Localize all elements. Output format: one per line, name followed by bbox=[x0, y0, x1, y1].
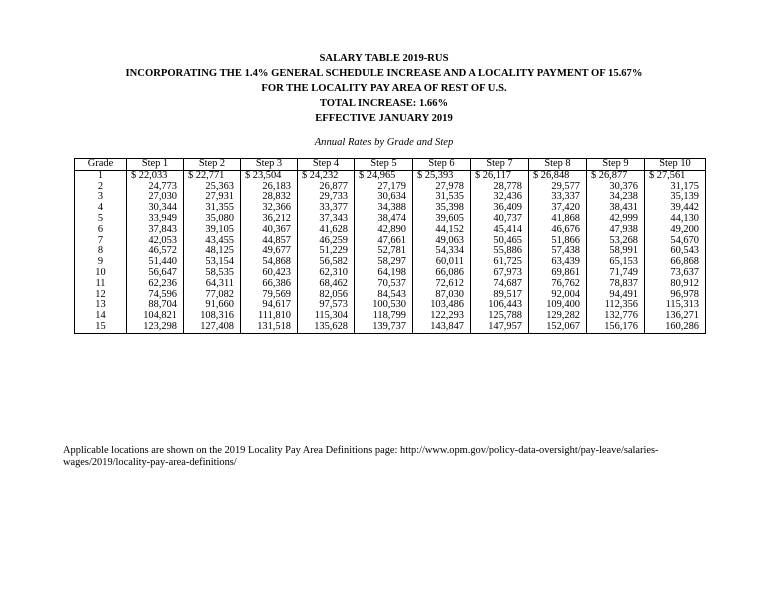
grade-cell: 8 bbox=[75, 246, 127, 257]
salary-cell: 129,282 bbox=[529, 311, 587, 322]
salary-cell: 152,067 bbox=[529, 322, 587, 333]
table-row bbox=[75, 311, 706, 322]
table-row bbox=[75, 322, 706, 333]
salary-cell: 27,030 bbox=[127, 192, 184, 203]
grade-cell: 10 bbox=[75, 268, 127, 279]
salary-cell: 127,408 bbox=[184, 322, 241, 333]
salary-cell: 32,366 bbox=[241, 203, 298, 214]
salary-cell: 87,030 bbox=[413, 290, 471, 301]
salary-table bbox=[74, 158, 706, 334]
salary-cell: 31,175 bbox=[645, 182, 706, 193]
salary-cell: 72,612 bbox=[413, 279, 471, 290]
salary-cell: 47,661 bbox=[355, 236, 413, 247]
salary-cell: 51,866 bbox=[529, 236, 587, 247]
salary-cell: 44,130 bbox=[645, 214, 706, 225]
salary-cell: 92,004 bbox=[529, 290, 587, 301]
salary-cell: 55,886 bbox=[471, 246, 529, 257]
grade-cell: 2 bbox=[75, 182, 127, 193]
salary-cell: 50,465 bbox=[471, 236, 529, 247]
salary-cell: 37,420 bbox=[529, 203, 587, 214]
salary-cell: 74,687 bbox=[471, 279, 529, 290]
salary-cell: 37,843 bbox=[127, 225, 184, 236]
salary-cell: 38,474 bbox=[355, 214, 413, 225]
column-header-step-2: Step 2 bbox=[184, 159, 241, 171]
grade-cell: 7 bbox=[75, 236, 127, 247]
table-row bbox=[75, 225, 706, 236]
salary-cell: 64,198 bbox=[355, 268, 413, 279]
table-row bbox=[75, 257, 706, 268]
salary-cell: 54,868 bbox=[241, 257, 298, 268]
salary-cell: 62,310 bbox=[298, 268, 355, 279]
salary-cell: 108,316 bbox=[184, 311, 241, 322]
table-row bbox=[75, 236, 706, 247]
salary-cell: 56,647 bbox=[127, 268, 184, 279]
table-row bbox=[75, 192, 706, 203]
table-row bbox=[75, 170, 706, 181]
salary-cell: 74,596 bbox=[127, 290, 184, 301]
salary-cell: 33,377 bbox=[298, 203, 355, 214]
salary-cell: 132,776 bbox=[587, 311, 645, 322]
salary-cell: $ 24,965 bbox=[355, 170, 413, 181]
salary-cell: 33,949 bbox=[127, 214, 184, 225]
salary-cell: 35,398 bbox=[413, 203, 471, 214]
salary-cell: 28,778 bbox=[471, 182, 529, 193]
salary-cell: 78,837 bbox=[587, 279, 645, 290]
salary-cell: 48,125 bbox=[184, 246, 241, 257]
salary-cell: 69,861 bbox=[529, 268, 587, 279]
salary-cell: $ 22,033 bbox=[127, 170, 184, 181]
salary-cell: 46,572 bbox=[127, 246, 184, 257]
salary-cell: 37,343 bbox=[298, 214, 355, 225]
salary-cell: 42,890 bbox=[355, 225, 413, 236]
table-row bbox=[75, 203, 706, 214]
table-row bbox=[75, 246, 706, 257]
salary-cell: 68,462 bbox=[298, 279, 355, 290]
salary-cell: 77,082 bbox=[184, 290, 241, 301]
title-line-2: INCORPORATING THE 1.4% GENERAL SCHEDULE INCREASE AND A LOCALITY PAYMENT OF 15.67% bbox=[125, 68, 643, 79]
salary-cell: 139,737 bbox=[355, 322, 413, 333]
salary-cell: 97,573 bbox=[298, 300, 355, 311]
salary-cell: 70,537 bbox=[355, 279, 413, 290]
grade-cell: 6 bbox=[75, 225, 127, 236]
salary-cell: 136,271 bbox=[645, 311, 706, 322]
grade-cell: 9 bbox=[75, 257, 127, 268]
salary-table-header bbox=[0, 51, 768, 126]
salary-cell: 40,737 bbox=[471, 214, 529, 225]
salary-cell: 49,200 bbox=[645, 225, 706, 236]
salary-cell: 39,442 bbox=[645, 203, 706, 214]
salary-cell: 40,367 bbox=[241, 225, 298, 236]
salary-cell: 82,056 bbox=[298, 290, 355, 301]
salary-cell: 76,762 bbox=[529, 279, 587, 290]
salary-cell: 94,617 bbox=[241, 300, 298, 311]
salary-cell: 27,931 bbox=[184, 192, 241, 203]
salary-cell: 65,153 bbox=[587, 257, 645, 268]
salary-cell: $ 26,848 bbox=[529, 170, 587, 181]
salary-cell: 53,154 bbox=[184, 257, 241, 268]
salary-cell: 80,912 bbox=[645, 279, 706, 290]
salary-cell: 118,799 bbox=[355, 311, 413, 322]
salary-cell: 41,628 bbox=[298, 225, 355, 236]
salary-cell: 52,781 bbox=[355, 246, 413, 257]
salary-cell: 58,535 bbox=[184, 268, 241, 279]
column-header-step-10: Step 10 bbox=[645, 159, 706, 171]
column-header-step-8: Step 8 bbox=[529, 159, 587, 171]
grade-cell: 12 bbox=[75, 290, 127, 301]
salary-cell: 109,400 bbox=[529, 300, 587, 311]
salary-cell: $ 27,561 bbox=[645, 170, 706, 181]
salary-cell: 61,725 bbox=[471, 257, 529, 268]
salary-cell: 31,355 bbox=[184, 203, 241, 214]
column-header-step-7: Step 7 bbox=[471, 159, 529, 171]
salary-cell: 36,409 bbox=[471, 203, 529, 214]
salary-cell: 60,011 bbox=[413, 257, 471, 268]
salary-cell: 66,386 bbox=[241, 279, 298, 290]
salary-cell: 44,152 bbox=[413, 225, 471, 236]
salary-cell: 63,439 bbox=[529, 257, 587, 268]
salary-cell: 30,634 bbox=[355, 192, 413, 203]
salary-cell: 33,337 bbox=[529, 192, 587, 203]
salary-cell: 28,832 bbox=[241, 192, 298, 203]
table-row bbox=[75, 279, 706, 290]
grade-cell: 15 bbox=[75, 322, 127, 333]
column-header-step-9: Step 9 bbox=[587, 159, 645, 171]
salary-cell: $ 26,877 bbox=[587, 170, 645, 181]
salary-cell: 26,877 bbox=[298, 182, 355, 193]
salary-cell: 39,105 bbox=[184, 225, 241, 236]
salary-cell: 115,313 bbox=[645, 300, 706, 311]
salary-cell: 123,298 bbox=[127, 322, 184, 333]
salary-cell: 36,212 bbox=[241, 214, 298, 225]
page-title: SALARY TABLE 2019-RUS bbox=[319, 53, 449, 64]
salary-cell: 29,577 bbox=[529, 182, 587, 193]
salary-cell: 42,999 bbox=[587, 214, 645, 225]
salary-cell: 62,236 bbox=[127, 279, 184, 290]
salary-cell: 106,443 bbox=[471, 300, 529, 311]
salary-cell: 30,376 bbox=[587, 182, 645, 193]
title-line-5: EFFECTIVE JANUARY 2019 bbox=[315, 113, 453, 124]
salary-cell: 111,810 bbox=[241, 311, 298, 322]
salary-cell: $ 23,504 bbox=[241, 170, 298, 181]
salary-cell: 27,179 bbox=[355, 182, 413, 193]
salary-cell: 51,440 bbox=[127, 257, 184, 268]
table-header-row bbox=[75, 159, 706, 171]
salary-cell: 54,334 bbox=[413, 246, 471, 257]
salary-cell: $ 25,393 bbox=[413, 170, 471, 181]
salary-cell: 131,518 bbox=[241, 322, 298, 333]
salary-cell: 60,543 bbox=[645, 246, 706, 257]
salary-cell: 122,293 bbox=[413, 311, 471, 322]
salary-cell: 29,733 bbox=[298, 192, 355, 203]
salary-cell: 32,436 bbox=[471, 192, 529, 203]
column-header-step-1: Step 1 bbox=[127, 159, 184, 171]
salary-cell: 43,455 bbox=[184, 236, 241, 247]
salary-cell: 79,569 bbox=[241, 290, 298, 301]
salary-cell: 34,388 bbox=[355, 203, 413, 214]
salary-cell: 57,438 bbox=[529, 246, 587, 257]
grade-cell: 14 bbox=[75, 311, 127, 322]
salary-cell: 46,259 bbox=[298, 236, 355, 247]
salary-cell: 94,491 bbox=[587, 290, 645, 301]
column-header-step-5: Step 5 bbox=[355, 159, 413, 171]
salary-cell: 58,297 bbox=[355, 257, 413, 268]
salary-cell: 35,080 bbox=[184, 214, 241, 225]
salary-cell: 64,311 bbox=[184, 279, 241, 290]
salary-cell: 49,677 bbox=[241, 246, 298, 257]
salary-cell: 38,431 bbox=[587, 203, 645, 214]
salary-cell: 160,286 bbox=[645, 322, 706, 333]
salary-cell: 24,773 bbox=[127, 182, 184, 193]
salary-cell: 66,868 bbox=[645, 257, 706, 268]
grade-cell: 5 bbox=[75, 214, 127, 225]
salary-cell: 27,978 bbox=[413, 182, 471, 193]
salary-cell: 53,268 bbox=[587, 236, 645, 247]
salary-cell: 56,582 bbox=[298, 257, 355, 268]
salary-cell: 34,238 bbox=[587, 192, 645, 203]
salary-cell: 67,973 bbox=[471, 268, 529, 279]
salary-cell: 73,637 bbox=[645, 268, 706, 279]
salary-cell: 135,628 bbox=[298, 322, 355, 333]
salary-cell: 89,517 bbox=[471, 290, 529, 301]
salary-cell: 25,363 bbox=[184, 182, 241, 193]
salary-cell: 41,868 bbox=[529, 214, 587, 225]
salary-cell: 58,991 bbox=[587, 246, 645, 257]
salary-cell: 125,788 bbox=[471, 311, 529, 322]
salary-cell: 31,535 bbox=[413, 192, 471, 203]
title-line-3: FOR THE LOCALITY PAY AREA OF REST OF U.S. bbox=[261, 83, 507, 94]
grade-cell: 4 bbox=[75, 203, 127, 214]
table-subtitle: Annual Rates by Grade and Step bbox=[314, 137, 454, 148]
table-row bbox=[75, 182, 706, 193]
column-header-grade: Grade bbox=[75, 159, 127, 171]
salary-cell: 88,704 bbox=[127, 300, 184, 311]
salary-cell: 51,229 bbox=[298, 246, 355, 257]
salary-cell: $ 22,771 bbox=[184, 170, 241, 181]
salary-cell: 26,183 bbox=[241, 182, 298, 193]
salary-cell: 103,486 bbox=[413, 300, 471, 311]
salary-cell: 54,670 bbox=[645, 236, 706, 247]
salary-cell: 30,344 bbox=[127, 203, 184, 214]
salary-cell: 115,304 bbox=[298, 311, 355, 322]
table-row bbox=[75, 214, 706, 225]
salary-cell: 49,063 bbox=[413, 236, 471, 247]
salary-cell: 45,414 bbox=[471, 225, 529, 236]
column-header-step-6: Step 6 bbox=[413, 159, 471, 171]
salary-cell: 96,978 bbox=[645, 290, 706, 301]
salary-cell: 143,847 bbox=[413, 322, 471, 333]
salary-cell: 66,086 bbox=[413, 268, 471, 279]
salary-cell: 156,176 bbox=[587, 322, 645, 333]
table-row bbox=[75, 300, 706, 311]
salary-cell: 84,543 bbox=[355, 290, 413, 301]
salary-cell: 47,938 bbox=[587, 225, 645, 236]
footnote: Applicable locations are shown on the 2019 Locality Pay Area Definitions page: http://www.opm.gov/policy-data-oversight/pay-leave/salaries-wages/2019/locality-pay-area-definitions/ bbox=[63, 445, 659, 468]
salary-cell: 60,423 bbox=[241, 268, 298, 279]
grade-cell: 3 bbox=[75, 192, 127, 203]
column-header-step-3: Step 3 bbox=[241, 159, 298, 171]
grade-cell: 13 bbox=[75, 300, 127, 311]
salary-cell: 104,821 bbox=[127, 311, 184, 322]
salary-cell: 44,857 bbox=[241, 236, 298, 247]
grade-cell: 1 bbox=[75, 170, 127, 181]
salary-cell: 100,530 bbox=[355, 300, 413, 311]
table-row bbox=[75, 290, 706, 301]
salary-cell: 91,660 bbox=[184, 300, 241, 311]
table-row bbox=[75, 268, 706, 279]
salary-cell: 71,749 bbox=[587, 268, 645, 279]
salary-cell: 147,957 bbox=[471, 322, 529, 333]
salary-cell: 42,053 bbox=[127, 236, 184, 247]
title-line-4: TOTAL INCREASE: 1.66% bbox=[319, 98, 449, 109]
salary-cell: 112,356 bbox=[587, 300, 645, 311]
salary-cell: $ 24,232 bbox=[298, 170, 355, 181]
salary-cell: 39,605 bbox=[413, 214, 471, 225]
salary-cell: 35,139 bbox=[645, 192, 706, 203]
grade-cell: 11 bbox=[75, 279, 127, 290]
salary-cell: 46,676 bbox=[529, 225, 587, 236]
salary-cell: $ 26,117 bbox=[471, 170, 529, 181]
column-header-step-4: Step 4 bbox=[298, 159, 355, 171]
